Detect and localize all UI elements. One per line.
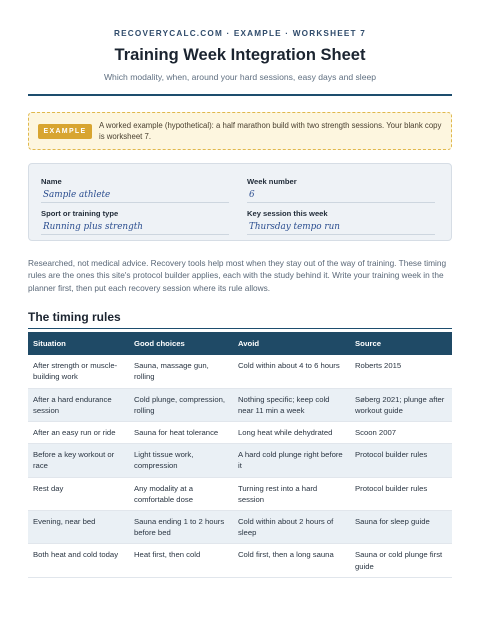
page-subtitle: Which modality, when, around your hard sessions, easy days and sleep — [103, 72, 377, 82]
cell-good-choices: Sauna for heat tolerance — [129, 422, 233, 444]
cell-situation: After strength or muscle-building work — [28, 355, 129, 388]
week-number-label: Week number — [247, 177, 297, 186]
cell-avoid: Cold first, then a long sauna — [233, 544, 350, 577]
page-kicker: RECOVERYCALC.COM · EXAMPLE · WORKSHEET 7 — [114, 29, 366, 38]
table-row — [28, 422, 452, 444]
key-session-value[interactable]: Thursday tempo run — [247, 221, 435, 235]
cell-situation: Before a key workout or race — [28, 444, 129, 477]
cell-good-choices: Cold plunge, compression, rolling — [129, 388, 233, 421]
key-session-field — [247, 209, 435, 235]
sport-label: Sport or training type — [41, 209, 119, 218]
cell-good-choices: Any modality at a comfortable dose — [129, 477, 233, 510]
name-value[interactable]: Sample athlete — [41, 189, 229, 203]
cell-situation: Evening, near bed — [28, 511, 129, 544]
header-good-choices: Good choices — [129, 332, 233, 355]
cell-avoid: Long heat while dehydrated — [233, 422, 350, 444]
cell-source: Scoon 2007 — [350, 422, 452, 444]
example-text: A worked example (hypothetical): a half marathon build with two strength sessions. Your blank copy is worksheet 7. — [99, 121, 442, 141]
header-avoid: Avoid — [233, 332, 350, 355]
name-label: Name — [41, 177, 62, 186]
table-row — [28, 388, 452, 421]
header-source: Source — [350, 332, 452, 355]
cell-source: Protocol builder rules — [350, 477, 452, 510]
sport-field — [41, 209, 229, 235]
table-row — [28, 544, 452, 577]
example-callout — [28, 112, 452, 150]
cell-situation: After an easy run or ride — [28, 422, 129, 444]
cell-good-choices: Heat first, then cold — [129, 544, 233, 577]
table-header-row — [28, 332, 452, 355]
table-row — [28, 355, 452, 388]
cell-good-choices: Light tissue work, compression — [129, 444, 233, 477]
timing-rules-title: The timing rules — [28, 310, 121, 324]
table-row — [28, 444, 452, 477]
cell-situation: Both heat and cold today — [28, 544, 129, 577]
cell-situation: Rest day — [28, 477, 129, 510]
week-number-value[interactable]: 6 — [247, 189, 435, 203]
cell-avoid: Nothing specific; keep cold near 11 min a week — [233, 388, 350, 421]
header-divider — [28, 94, 452, 96]
cell-avoid: Turning rest into a hard session — [233, 477, 350, 510]
timing-rules-table — [28, 332, 452, 578]
section-divider — [28, 328, 452, 329]
table-row — [28, 477, 452, 510]
intro-paragraph: Researched, not medical advice. Recovery tools help most when they stay out of the way of training. These timing rules are the ones this site's protocol builder applies, each with the study behind it. Write your training week in the planner first, then put each recovery session where its rule allows. — [28, 258, 447, 293]
athlete-info-card — [28, 163, 452, 241]
cell-good-choices: Sauna, massage gun, rolling — [129, 355, 233, 388]
cell-source: Søberg 2021; plunge after workout guide — [350, 388, 452, 421]
table-row — [28, 511, 452, 544]
cell-good-choices: Sauna ending 1 to 2 hours before bed — [129, 511, 233, 544]
cell-avoid: A hard cold plunge right before it — [233, 444, 350, 477]
name-field — [41, 177, 229, 203]
cell-situation: After a hard endurance session — [28, 388, 129, 421]
key-session-label: Key session this week — [247, 209, 328, 218]
cell-source: Sauna or cold plunge first guide — [350, 544, 452, 577]
header-situation: Situation — [28, 332, 129, 355]
example-badge: EXAMPLE — [38, 124, 92, 139]
sport-value[interactable]: Running plus strength — [41, 221, 229, 235]
cell-source: Protocol builder rules — [350, 444, 452, 477]
cell-avoid: Cold within about 2 hours of sleep — [233, 511, 350, 544]
cell-source: Roberts 2015 — [350, 355, 452, 388]
week-number-field — [247, 177, 435, 203]
page-title: Training Week Integration Sheet — [114, 46, 366, 64]
cell-source: Sauna for sleep guide — [350, 511, 452, 544]
cell-avoid: Cold within about 4 to 6 hours — [233, 355, 350, 388]
